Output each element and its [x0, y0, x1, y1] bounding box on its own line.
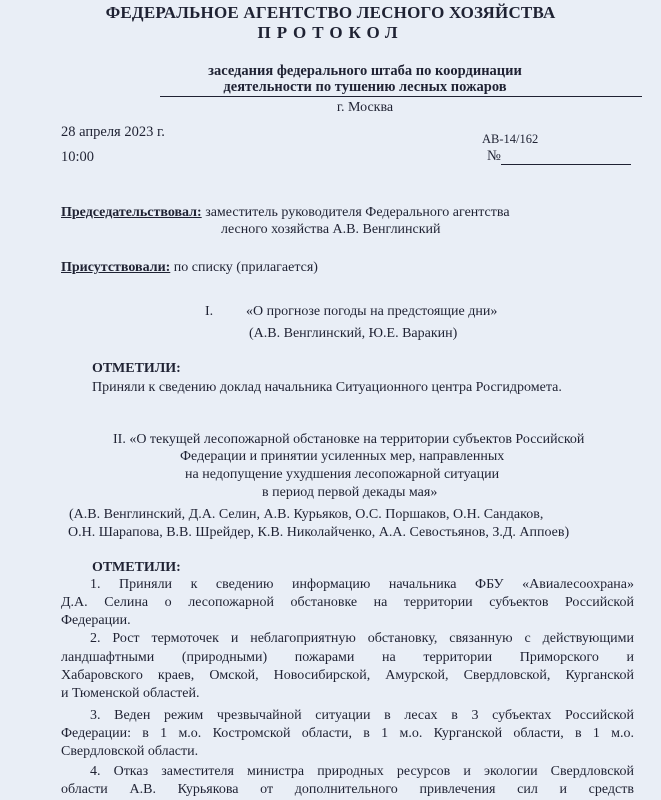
- item-1-line-2: Д.А. Селина о лесопожарной обстановке на территории субъектов Российской: [61, 595, 634, 610]
- section-2-noted-label: ОТМЕТИЛИ:: [92, 560, 181, 575]
- item-2-line-1: 2. Рост термоточек и неблагоприятную обстановку, связанную с действующими: [90, 631, 634, 646]
- number-label: №: [487, 148, 501, 164]
- item-1-line-1: 1. Приняли к сведению информацию начальника ФБУ «Авиалесоохрана»: [90, 577, 634, 592]
- section-2-speakers-2: О.Н. Шарапова, В.В. Шрейдер, К.В. Николайченко, А.А. Севостьянов, З.Д. Аппоев): [68, 525, 570, 540]
- section-2-speakers-1: (А.В. Венглинский, Д.А. Селин, А.В. Курьяков, О.С. Поршаков, О.Н. Сандаков,: [69, 507, 544, 522]
- meeting-time: 10:00: [61, 149, 95, 165]
- item-4-line-1: 4. Отказ заместителя министра природных ресурсов и экологии Свердловской: [90, 764, 634, 779]
- chair-text-2: лесного хозяйства А.В. Венглинский: [221, 222, 441, 237]
- chair-line: [61, 205, 510, 221]
- registration-number: АВ-14/162: [482, 132, 539, 146]
- section-1-title: «О прогнозе погоды на предстоящие дни»: [246, 304, 498, 319]
- item-3-line-2: Федерации: в 1 м.о. Костромской области, в 1 м.о. Курганской области, в 1 м.о.: [61, 726, 634, 741]
- item-1-line-3: Федерации.: [61, 613, 131, 628]
- number-line: [501, 164, 631, 165]
- item-3-line-3: Свердловской области.: [61, 744, 199, 759]
- item-3-line-1: 3. Веден режим чрезвычайной ситуации в лесах в 3 субъектах Российской: [90, 708, 634, 723]
- present-line: [61, 260, 318, 276]
- item-2-line-4: и Тюменской областей.: [61, 686, 200, 701]
- section-1-numeral: I.: [205, 304, 214, 319]
- chair-label: Председательствовал:: [61, 205, 202, 220]
- item-4-line-2: области А.В. Курьякова от дополнительного привлечения сил и средств: [61, 782, 634, 797]
- item-2-line-3: Хабаровского краев, Омской, Новосибирской, Амурской, Свердловской, Курганской: [61, 668, 634, 683]
- item-2-line-2: ландшафтными (природными) пожарами на территории Приморского и: [61, 650, 634, 665]
- section-2-title-1: II. «О текущей лесопожарной обстановке на территории субъектов Российской: [113, 432, 585, 447]
- chair-text: заместитель руководителя Федерального агентства: [201, 205, 510, 220]
- present-label: Присутствовали:: [61, 260, 171, 275]
- subtitle-line-1: заседания федерального штаба по координации: [208, 63, 522, 79]
- section-2-title-2: Федерации и принятии усиленных мер, направленных: [180, 449, 505, 464]
- subtitle-line-2: деятельности по тушению лесных пожаров: [223, 79, 507, 95]
- section-1-speakers: (А.В. Венглинский, Ю.Е. Варакин): [249, 326, 458, 341]
- city: г. Москва: [336, 100, 394, 115]
- section-2-title-3: на недопущение ухудшения лесопожарной ситуации: [185, 467, 500, 482]
- present-text: по списку (прилагается): [170, 260, 318, 275]
- header-rule: [160, 96, 642, 97]
- section-1-noted-text: Приняли к сведению доклад начальника Ситуационного центра Росгидромета.: [92, 380, 562, 395]
- section-2-title-4: в период первой декады мая»: [262, 485, 438, 500]
- section-1-noted-label: ОТМЕТИЛИ:: [92, 361, 181, 376]
- meeting-date: 28 апреля 2023 г.: [61, 124, 165, 140]
- document-type: ПРОТОКОЛ: [257, 23, 404, 42]
- agency-name: ФЕДЕРАЛЬНОЕ АГЕНТСТВО ЛЕСНОГО ХОЗЯЙСТВА: [105, 3, 556, 22]
